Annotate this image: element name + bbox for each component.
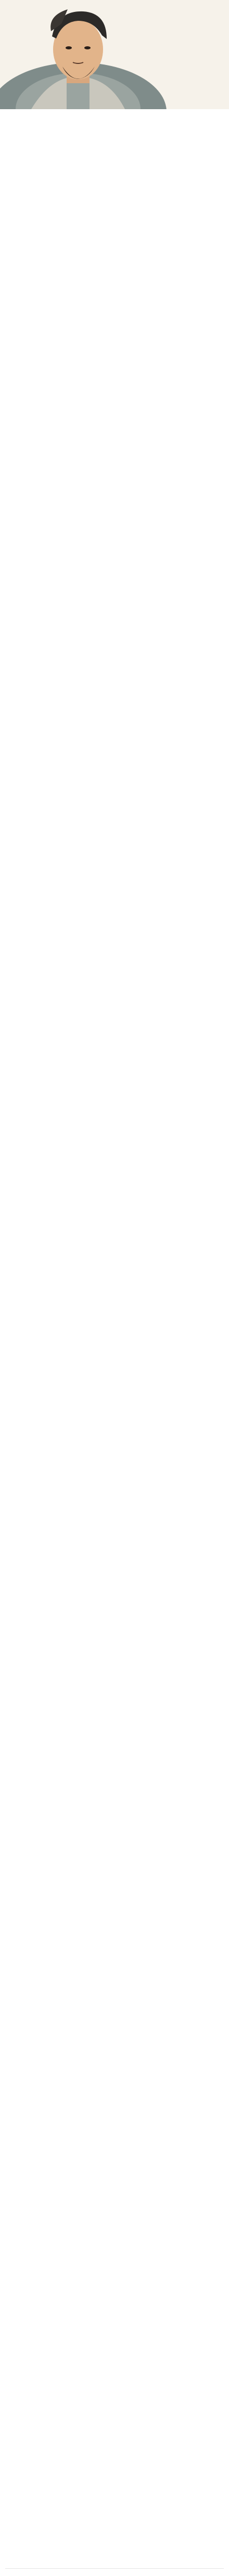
header-illustration [0, 0, 229, 109]
page-title [210, 3, 224, 34]
section-title [10, 126, 88, 132]
section-title [10, 137, 88, 143]
section-title [10, 149, 88, 155]
section-title [10, 160, 88, 166]
intro-title [10, 114, 83, 121]
section-title [10, 172, 88, 178]
portrait-illustration [0, 0, 229, 109]
article-body [5, 111, 224, 181]
footer-divider [5, 2568, 224, 2569]
